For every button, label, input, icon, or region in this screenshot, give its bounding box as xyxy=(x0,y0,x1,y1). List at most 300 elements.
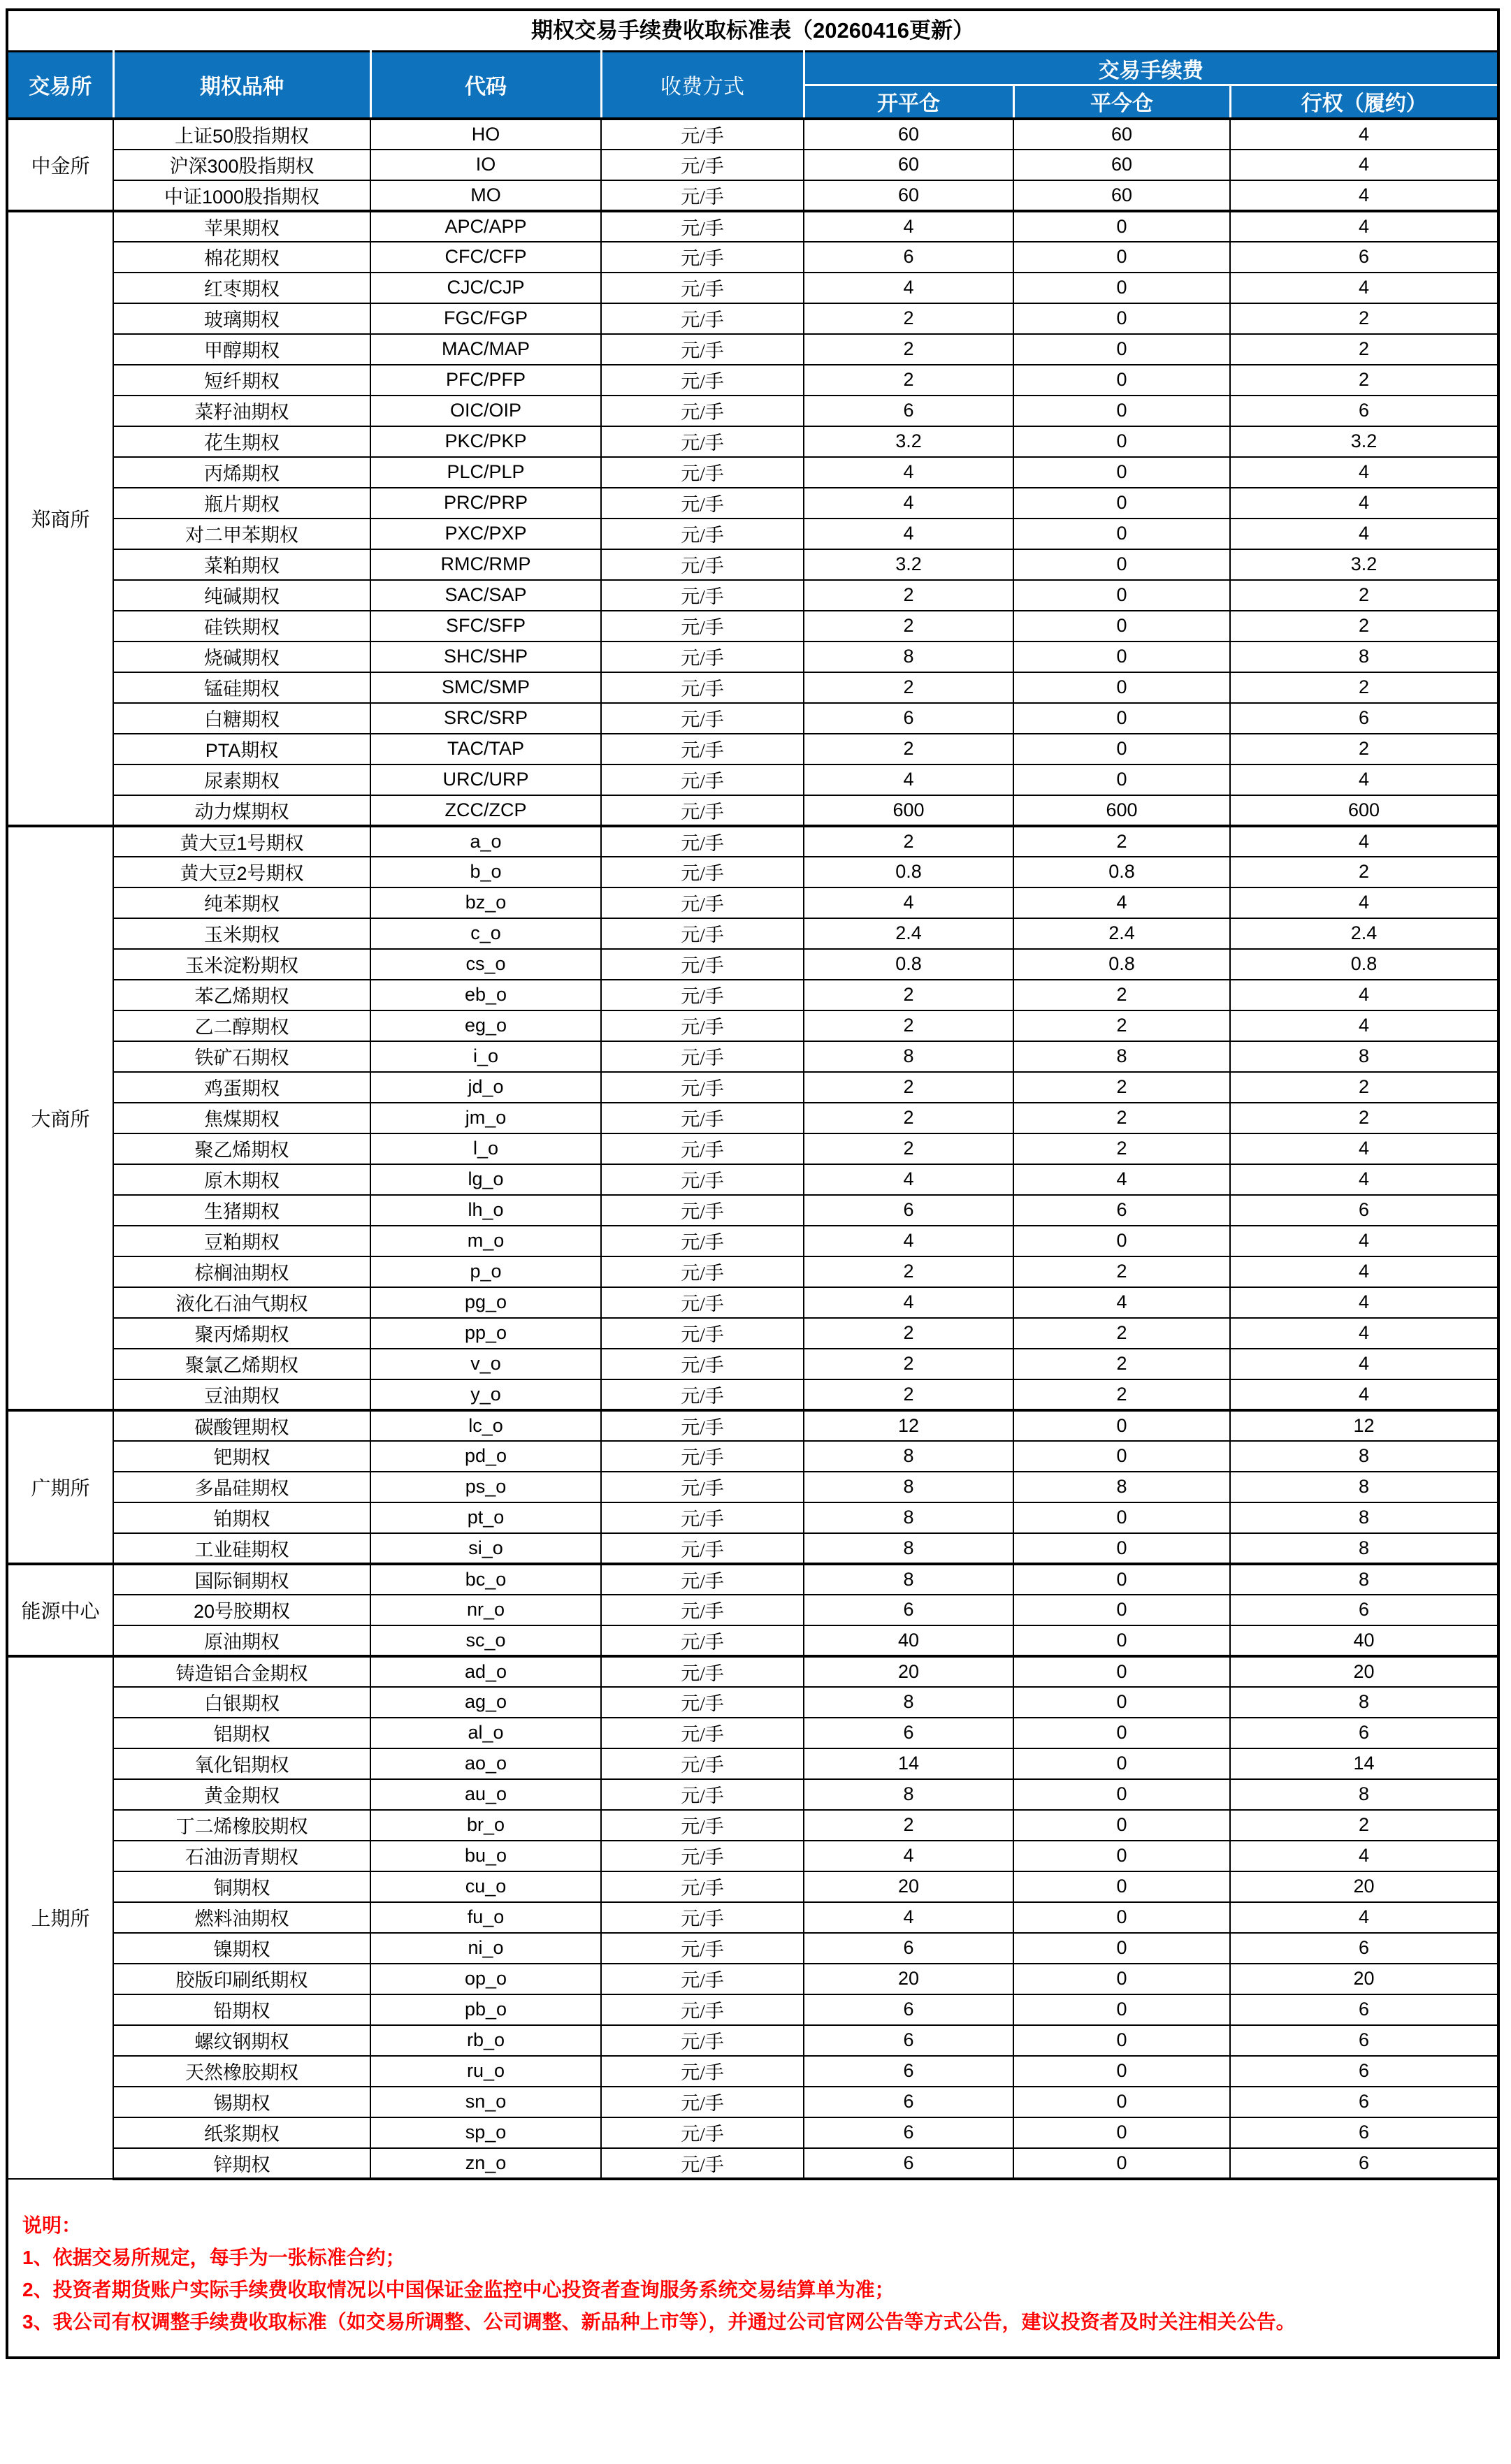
fee-exercise-cell: 20 xyxy=(1230,1656,1497,1687)
fee-close-today-cell: 0 xyxy=(1013,1810,1230,1841)
code-cell: au_o xyxy=(370,1779,601,1810)
fee-open-close-cell: 4 xyxy=(804,1287,1013,1318)
table-row xyxy=(8,396,1497,426)
charge-method-cell: 元/手 xyxy=(601,1718,804,1748)
charge-method-cell: 元/手 xyxy=(601,795,804,826)
variety-cell: 沪深300股指期权 xyxy=(113,150,370,180)
code-cell: al_o xyxy=(370,1718,601,1748)
code-cell: br_o xyxy=(370,1810,601,1841)
fee-exercise-cell: 2 xyxy=(1230,672,1497,703)
fee-exercise-cell: 4 xyxy=(1230,1226,1497,1256)
fee-open-close-cell: 8 xyxy=(804,1502,1013,1533)
variety-cell: 碳酸锂期权 xyxy=(113,1410,370,1441)
table-row xyxy=(8,1533,1497,1564)
charge-method-cell: 元/手 xyxy=(601,119,804,150)
fee-close-today-cell: 0 xyxy=(1013,1871,1230,1902)
code-cell: v_o xyxy=(370,1349,601,1379)
code-cell: MO xyxy=(370,180,601,211)
fee-schedule-sheet xyxy=(6,8,1500,2359)
fee-open-close-cell: 0.8 xyxy=(804,857,1013,887)
fee-open-close-cell: 6 xyxy=(804,2056,1013,2087)
table-row xyxy=(8,1687,1497,1718)
variety-cell: 玉米期权 xyxy=(113,918,370,949)
charge-method-cell: 元/手 xyxy=(601,1779,804,1810)
charge-method-cell: 元/手 xyxy=(601,580,804,611)
table-row xyxy=(8,519,1497,549)
fee-open-close-cell: 2.4 xyxy=(804,918,1013,949)
charge-method-cell: 元/手 xyxy=(601,1595,804,1625)
fee-close-today-cell: 60 xyxy=(1013,150,1230,180)
code-cell: pb_o xyxy=(370,1994,601,2025)
fee-exercise-cell: 2 xyxy=(1230,1103,1497,1133)
fee-close-today-cell: 0 xyxy=(1013,1502,1230,1533)
fee-close-today-cell: 2 xyxy=(1013,1133,1230,1164)
code-cell: ni_o xyxy=(370,1933,601,1964)
fee-exercise-cell: 4 xyxy=(1230,180,1497,211)
fee-close-today-cell: 0 xyxy=(1013,457,1230,488)
code-cell: PLC/PLP xyxy=(370,457,601,488)
col-header-open-close: 开平仓 xyxy=(804,85,1013,119)
code-cell: PFC/PFP xyxy=(370,365,601,396)
code-cell: eb_o xyxy=(370,980,601,1010)
code-cell: URC/URP xyxy=(370,764,601,795)
code-cell: SRC/SRP xyxy=(370,703,601,734)
variety-cell: 白糖期权 xyxy=(113,703,370,734)
table-row xyxy=(8,1256,1497,1287)
fee-close-today-cell: 2 xyxy=(1013,1256,1230,1287)
code-cell: l_o xyxy=(370,1133,601,1164)
charge-method-cell: 元/手 xyxy=(601,887,804,918)
table-row xyxy=(8,2117,1497,2148)
fee-open-close-cell: 2 xyxy=(804,1349,1013,1379)
fee-exercise-cell: 2 xyxy=(1230,611,1497,642)
code-cell: TAC/TAP xyxy=(370,734,601,764)
fee-exercise-cell: 4 xyxy=(1230,1902,1497,1933)
table-row xyxy=(8,1349,1497,1379)
fee-close-today-cell: 2 xyxy=(1013,1010,1230,1041)
table-row xyxy=(8,1164,1497,1195)
fee-exercise-cell: 4 xyxy=(1230,826,1497,857)
variety-cell: 原木期权 xyxy=(113,1164,370,1195)
fee-close-today-cell: 2 xyxy=(1013,826,1230,857)
fee-open-close-cell: 20 xyxy=(804,1964,1013,1994)
fee-exercise-cell: 6 xyxy=(1230,2056,1497,2087)
table-row xyxy=(8,549,1497,580)
fee-open-close-cell: 2 xyxy=(804,980,1013,1010)
exchange-cell: 能源中心 xyxy=(8,1564,113,1656)
fee-exercise-cell: 2 xyxy=(1230,857,1497,887)
charge-method-cell: 元/手 xyxy=(601,1349,804,1379)
charge-method-cell: 元/手 xyxy=(601,2056,804,2087)
fee-close-today-cell: 0 xyxy=(1013,426,1230,457)
code-cell: RMC/RMP xyxy=(370,549,601,580)
variety-cell: 多晶硅期权 xyxy=(113,1472,370,1502)
table-row xyxy=(8,580,1497,611)
table-row xyxy=(8,1656,1497,1687)
code-cell: SAC/SAP xyxy=(370,580,601,611)
charge-method-cell: 元/手 xyxy=(601,2025,804,2056)
fee-open-close-cell: 6 xyxy=(804,242,1013,273)
fee-open-close-cell: 4 xyxy=(804,273,1013,303)
fee-exercise-cell: 6 xyxy=(1230,1718,1497,1748)
variety-cell: 铂期权 xyxy=(113,1502,370,1533)
col-header-exercise: 行权（履约） xyxy=(1230,85,1497,119)
variety-cell: 天然橡胶期权 xyxy=(113,2056,370,2087)
charge-method-cell: 元/手 xyxy=(601,1472,804,1502)
fee-close-today-cell: 0 xyxy=(1013,1410,1230,1441)
variety-cell: 黄大豆1号期权 xyxy=(113,826,370,857)
fee-open-close-cell: 2 xyxy=(804,826,1013,857)
variety-cell: 乙二醇期权 xyxy=(113,1010,370,1041)
charge-method-cell: 元/手 xyxy=(601,1687,804,1718)
fee-open-close-cell: 600 xyxy=(804,795,1013,826)
code-cell: IO xyxy=(370,150,601,180)
charge-method-cell: 元/手 xyxy=(601,1287,804,1318)
variety-cell: 纸浆期权 xyxy=(113,2117,370,2148)
fee-open-close-cell: 4 xyxy=(804,1902,1013,1933)
code-cell: pg_o xyxy=(370,1287,601,1318)
variety-cell: 棕榈油期权 xyxy=(113,1256,370,1287)
fee-exercise-cell: 4 xyxy=(1230,1318,1497,1349)
variety-cell: 燃料油期权 xyxy=(113,1902,370,1933)
fee-exercise-cell: 6 xyxy=(1230,1933,1497,1964)
charge-method-cell: 元/手 xyxy=(601,734,804,764)
charge-method-cell: 元/手 xyxy=(601,1871,804,1902)
charge-method-cell: 元/手 xyxy=(601,334,804,365)
variety-cell: 聚乙烯期权 xyxy=(113,1133,370,1164)
code-cell: PXC/PXP xyxy=(370,519,601,549)
variety-cell: 鸡蛋期权 xyxy=(113,1072,370,1103)
fee-close-today-cell: 0 xyxy=(1013,2025,1230,2056)
fee-close-today-cell: 4 xyxy=(1013,1164,1230,1195)
table-row xyxy=(8,242,1497,273)
fee-open-close-cell: 6 xyxy=(804,2117,1013,2148)
code-cell: ZCC/ZCP xyxy=(370,795,601,826)
fee-exercise-cell: 4 xyxy=(1230,273,1497,303)
fee-exercise-cell: 2 xyxy=(1230,580,1497,611)
fee-exercise-cell: 6 xyxy=(1230,2087,1497,2117)
code-cell: ag_o xyxy=(370,1687,601,1718)
code-cell: SMC/SMP xyxy=(370,672,601,703)
variety-cell: 氧化铝期权 xyxy=(113,1748,370,1779)
code-cell: SHC/SHP xyxy=(370,642,601,672)
fee-open-close-cell: 12 xyxy=(804,1410,1013,1441)
code-cell: PKC/PKP xyxy=(370,426,601,457)
charge-method-cell: 元/手 xyxy=(601,1810,804,1841)
charge-method-cell: 元/手 xyxy=(601,1164,804,1195)
fee-open-close-cell: 2 xyxy=(804,303,1013,334)
charge-method-cell: 元/手 xyxy=(601,1379,804,1410)
charge-method-cell: 元/手 xyxy=(601,2087,804,2117)
charge-method-cell: 元/手 xyxy=(601,488,804,519)
code-cell: ad_o xyxy=(370,1656,601,1687)
table-row xyxy=(8,611,1497,642)
fee-open-close-cell: 6 xyxy=(804,2148,1013,2179)
table-row xyxy=(8,1103,1497,1133)
charge-method-cell: 元/手 xyxy=(601,1318,804,1349)
fee-close-today-cell: 0 xyxy=(1013,1748,1230,1779)
fee-exercise-cell: 40 xyxy=(1230,1625,1497,1656)
code-cell: sc_o xyxy=(370,1625,601,1656)
code-cell: fu_o xyxy=(370,1902,601,1933)
code-cell: PRC/PRP xyxy=(370,488,601,519)
table-row xyxy=(8,488,1497,519)
fee-open-close-cell: 6 xyxy=(804,1933,1013,1964)
fee-close-today-cell: 0 xyxy=(1013,211,1230,242)
charge-method-cell: 元/手 xyxy=(601,980,804,1010)
fee-open-close-cell: 4 xyxy=(804,1841,1013,1871)
fee-close-today-cell: 0 xyxy=(1013,1841,1230,1871)
fee-open-close-cell: 2 xyxy=(804,1010,1013,1041)
fee-exercise-cell: 600 xyxy=(1230,795,1497,826)
fee-exercise-cell: 8 xyxy=(1230,642,1497,672)
variety-cell: 丙烯期权 xyxy=(113,457,370,488)
table-row xyxy=(8,1441,1497,1472)
fee-open-close-cell: 6 xyxy=(804,1595,1013,1625)
fee-exercise-cell: 2 xyxy=(1230,1810,1497,1841)
table-row xyxy=(8,457,1497,488)
table-row xyxy=(8,1625,1497,1656)
variety-cell: 动力煤期权 xyxy=(113,795,370,826)
fee-exercise-cell: 4 xyxy=(1230,1379,1497,1410)
fee-close-today-cell: 0 xyxy=(1013,642,1230,672)
fee-open-close-cell: 6 xyxy=(804,703,1013,734)
table-row xyxy=(8,734,1497,764)
fee-close-today-cell: 8 xyxy=(1013,1041,1230,1072)
fee-close-today-cell: 0 xyxy=(1013,2056,1230,2087)
notes-heading: 说明： xyxy=(22,2214,82,2236)
table-row xyxy=(8,2148,1497,2179)
fee-close-today-cell: 0 xyxy=(1013,734,1230,764)
fee-exercise-cell: 8 xyxy=(1230,1779,1497,1810)
fee-open-close-cell: 2 xyxy=(804,1318,1013,1349)
code-cell: jd_o xyxy=(370,1072,601,1103)
fee-open-close-cell: 8 xyxy=(804,1779,1013,1810)
fee-exercise-cell: 4 xyxy=(1230,519,1497,549)
fee-exercise-cell: 4 xyxy=(1230,1133,1497,1164)
fee-exercise-cell: 4 xyxy=(1230,211,1497,242)
variety-cell: 液化石油气期权 xyxy=(113,1287,370,1318)
note-line: 1、依据交易所规定，每手为一张标准合约； xyxy=(22,2246,405,2268)
charge-method-cell: 元/手 xyxy=(601,1103,804,1133)
code-cell: m_o xyxy=(370,1226,601,1256)
table-row xyxy=(8,672,1497,703)
table-row xyxy=(8,1010,1497,1041)
variety-cell: 瓶片期权 xyxy=(113,488,370,519)
fee-exercise-cell: 2 xyxy=(1230,334,1497,365)
table-row xyxy=(8,426,1497,457)
charge-method-cell: 元/手 xyxy=(601,1625,804,1656)
fee-close-today-cell: 0 xyxy=(1013,1656,1230,1687)
variety-cell: 纯碱期权 xyxy=(113,580,370,611)
code-cell: pp_o xyxy=(370,1318,601,1349)
variety-cell: 国际铜期权 xyxy=(113,1564,370,1595)
fee-open-close-cell: 4 xyxy=(804,457,1013,488)
variety-cell: 黄金期权 xyxy=(113,1779,370,1810)
fee-close-today-cell: 0 xyxy=(1013,1964,1230,1994)
code-cell: zn_o xyxy=(370,2148,601,2179)
fee-exercise-cell: 2 xyxy=(1230,734,1497,764)
exchange-cell: 郑商所 xyxy=(8,211,113,826)
variety-cell: 锌期权 xyxy=(113,2148,370,2179)
table-row xyxy=(8,1287,1497,1318)
fee-open-close-cell: 14 xyxy=(804,1748,1013,1779)
variety-cell: 棉花期权 xyxy=(113,242,370,273)
fee-exercise-cell: 6 xyxy=(1230,1595,1497,1625)
fee-close-today-cell: 2 xyxy=(1013,1072,1230,1103)
fee-close-today-cell: 0 xyxy=(1013,1441,1230,1472)
charge-method-cell: 元/手 xyxy=(601,1226,804,1256)
fee-open-close-cell: 8 xyxy=(804,1533,1013,1564)
fee-exercise-cell: 14 xyxy=(1230,1748,1497,1779)
fee-exercise-cell: 2.4 xyxy=(1230,918,1497,949)
charge-method-cell: 元/手 xyxy=(601,703,804,734)
fee-close-today-cell: 0 xyxy=(1013,1595,1230,1625)
table-row xyxy=(8,918,1497,949)
code-cell: sp_o xyxy=(370,2117,601,2148)
variety-cell: 胶版印刷纸期权 xyxy=(113,1964,370,1994)
fee-exercise-cell: 4 xyxy=(1230,1010,1497,1041)
col-header-variety: 期权品种 xyxy=(113,52,370,119)
variety-cell: 花生期权 xyxy=(113,426,370,457)
variety-cell: 尿素期权 xyxy=(113,764,370,795)
variety-cell: 原油期权 xyxy=(113,1625,370,1656)
charge-method-cell: 元/手 xyxy=(601,642,804,672)
variety-cell: 生猪期权 xyxy=(113,1195,370,1226)
code-cell: c_o xyxy=(370,918,601,949)
table-row xyxy=(8,826,1497,857)
table-row xyxy=(8,980,1497,1010)
fee-table xyxy=(8,50,1497,2180)
variety-cell: 铸造铝合金期权 xyxy=(113,1656,370,1687)
code-cell: i_o xyxy=(370,1041,601,1072)
fee-open-close-cell: 4 xyxy=(804,211,1013,242)
table-row xyxy=(8,1072,1497,1103)
fee-close-today-cell: 6 xyxy=(1013,1195,1230,1226)
fee-exercise-cell: 0.8 xyxy=(1230,949,1497,980)
code-cell: lc_o xyxy=(370,1410,601,1441)
charge-method-cell: 元/手 xyxy=(601,1841,804,1871)
table-row xyxy=(8,1379,1497,1410)
table-row xyxy=(8,795,1497,826)
fee-close-today-cell: 0 xyxy=(1013,1933,1230,1964)
fee-close-today-cell: 0 xyxy=(1013,1902,1230,1933)
variety-cell: 螺纹钢期权 xyxy=(113,2025,370,2056)
variety-cell: 对二甲苯期权 xyxy=(113,519,370,549)
fee-open-close-cell: 4 xyxy=(804,1164,1013,1195)
fee-open-close-cell: 0.8 xyxy=(804,949,1013,980)
exchange-cell: 中金所 xyxy=(8,119,113,211)
charge-method-cell: 元/手 xyxy=(601,1441,804,1472)
code-cell: pt_o xyxy=(370,1502,601,1533)
table-row xyxy=(8,211,1497,242)
variety-cell: 黄大豆2号期权 xyxy=(113,857,370,887)
fee-open-close-cell: 2 xyxy=(804,672,1013,703)
code-cell: nr_o xyxy=(370,1595,601,1625)
code-cell: op_o xyxy=(370,1964,601,1994)
table-row xyxy=(8,857,1497,887)
charge-method-cell: 元/手 xyxy=(601,1748,804,1779)
fee-open-close-cell: 2 xyxy=(804,365,1013,396)
charge-method-cell: 元/手 xyxy=(601,273,804,303)
table-row xyxy=(8,2056,1497,2087)
charge-method-cell: 元/手 xyxy=(601,150,804,180)
charge-method-cell: 元/手 xyxy=(601,1195,804,1226)
variety-cell: 20号胶期权 xyxy=(113,1595,370,1625)
charge-method-cell: 元/手 xyxy=(601,1964,804,1994)
charge-method-cell: 元/手 xyxy=(601,1902,804,1933)
fee-open-close-cell: 8 xyxy=(804,1441,1013,1472)
fee-close-today-cell: 2.4 xyxy=(1013,918,1230,949)
table-row xyxy=(8,150,1497,180)
fee-open-close-cell: 6 xyxy=(804,1195,1013,1226)
table-row xyxy=(8,1472,1497,1502)
fee-close-today-cell: 0 xyxy=(1013,1564,1230,1595)
fee-exercise-cell: 8 xyxy=(1230,1564,1497,1595)
charge-method-cell: 元/手 xyxy=(601,826,804,857)
fee-exercise-cell: 8 xyxy=(1230,1041,1497,1072)
charge-method-cell: 元/手 xyxy=(601,1010,804,1041)
fee-open-close-cell: 2 xyxy=(804,1133,1013,1164)
variety-cell: 中证1000股指期权 xyxy=(113,180,370,211)
table-row xyxy=(8,180,1497,211)
fee-open-close-cell: 2 xyxy=(804,1379,1013,1410)
charge-method-cell: 元/手 xyxy=(601,1994,804,2025)
table-row xyxy=(8,1933,1497,1964)
code-cell: rb_o xyxy=(370,2025,601,2056)
charge-method-cell: 元/手 xyxy=(601,2148,804,2179)
variety-cell: 纯苯期权 xyxy=(113,887,370,918)
fee-exercise-cell: 6 xyxy=(1230,2148,1497,2179)
fee-close-today-cell: 0 xyxy=(1013,1687,1230,1718)
table-row xyxy=(8,273,1497,303)
code-cell: b_o xyxy=(370,857,601,887)
variety-cell: 铁矿石期权 xyxy=(113,1041,370,1072)
page-title: 期权交易手续费收取标准表（20260416更新） xyxy=(8,11,1497,50)
code-cell: lg_o xyxy=(370,1164,601,1195)
fee-close-today-cell: 0 xyxy=(1013,2148,1230,2179)
code-cell: eg_o xyxy=(370,1010,601,1041)
table-row xyxy=(8,1994,1497,2025)
fee-exercise-cell: 3.2 xyxy=(1230,426,1497,457)
code-cell: APC/APP xyxy=(370,211,601,242)
fee-close-today-cell: 0 xyxy=(1013,703,1230,734)
fee-close-today-cell: 0 xyxy=(1013,273,1230,303)
code-cell: CFC/CFP xyxy=(370,242,601,273)
exchange-cell: 上期所 xyxy=(8,1656,113,2179)
charge-method-cell: 元/手 xyxy=(601,426,804,457)
charge-method-cell: 元/手 xyxy=(601,764,804,795)
variety-cell: 聚氯乙烯期权 xyxy=(113,1349,370,1379)
col-header-code: 代码 xyxy=(370,52,601,119)
variety-cell: 硅铁期权 xyxy=(113,611,370,642)
fee-open-close-cell: 8 xyxy=(804,642,1013,672)
variety-cell: 红枣期权 xyxy=(113,273,370,303)
variety-cell: 菜粕期权 xyxy=(113,549,370,580)
charge-method-cell: 元/手 xyxy=(601,1410,804,1441)
exchange-cell: 大商所 xyxy=(8,826,113,1410)
code-cell: CJC/CJP xyxy=(370,273,601,303)
table-row xyxy=(8,1133,1497,1164)
fee-open-close-cell: 2 xyxy=(804,1103,1013,1133)
charge-method-cell: 元/手 xyxy=(601,396,804,426)
code-cell: sn_o xyxy=(370,2087,601,2117)
fee-close-today-cell: 600 xyxy=(1013,795,1230,826)
charge-method-cell: 元/手 xyxy=(601,918,804,949)
table-row xyxy=(8,1779,1497,1810)
code-cell: y_o xyxy=(370,1379,601,1410)
charge-method-cell: 元/手 xyxy=(601,211,804,242)
